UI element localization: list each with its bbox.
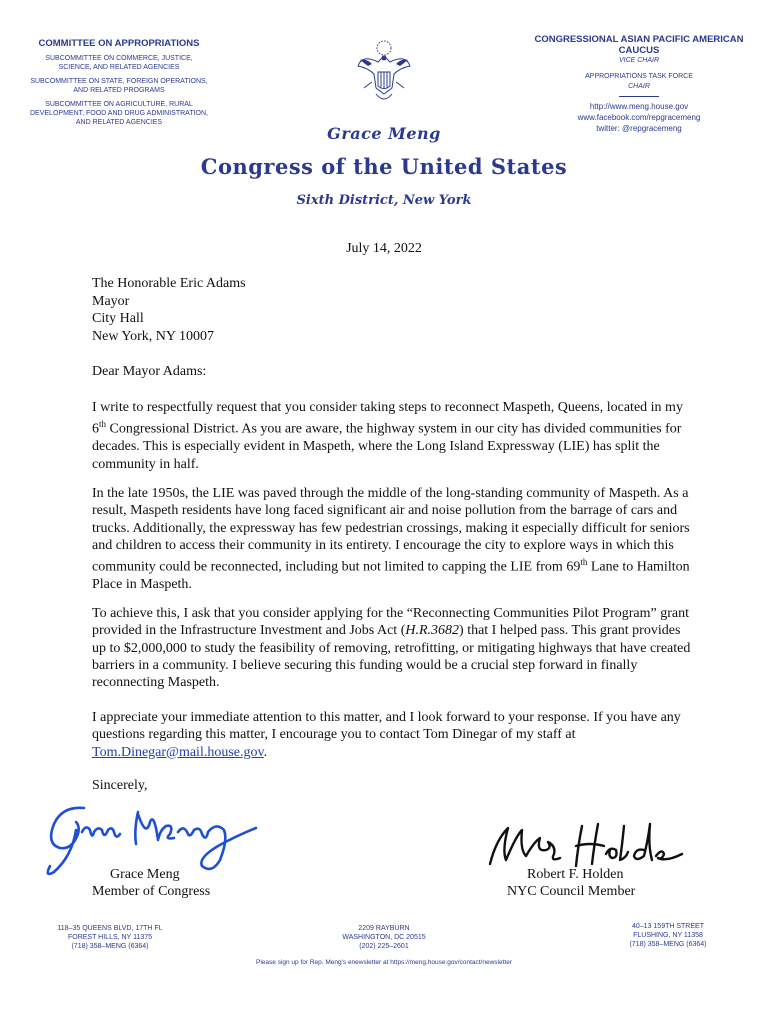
recipient-address: [92, 275, 246, 345]
district-office-forest-hills: 118–35 QUEENS BLVD, 17TH FL FOREST HILLS, NY 11375 (718) 358–MENG (6364): [57, 925, 163, 950]
signer-1-name: Grace Meng: [110, 867, 180, 882]
task-force-role: CHAIR: [628, 83, 650, 90]
paragraph-4: I appreciate your immediate attention to this matter, and I look forward to your response. If you have any questions regarding this matter, I encourage you to contact Tom Dinegar of my staff at Tom.Dinegar@mail.house.gov.: [92, 710, 681, 760]
signer-1-title: Member of Congress: [92, 884, 211, 899]
twitter-link[interactable]: twitter: @repgracemeng: [596, 124, 682, 133]
caucus-block: [532, 34, 746, 134]
district-office-flushing: 40–13 159TH STREET FLUSHING, NY 11358 (718) 358–MENG (6364): [629, 923, 707, 948]
facebook-link[interactable]: www.facebook.com/repgracemeng: [577, 113, 701, 122]
recipient-line: New York, NY 10007: [92, 328, 214, 344]
committee-block: [30, 38, 208, 127]
signature-robert-holden: [486, 820, 686, 872]
caucus-heading: CONGRESSIONAL ASIAN PACIFIC AMERICAN CAUCUS: [534, 34, 744, 56]
dc-office: 2209 RAYBURN WASHINGTON, DC 20515 (202) 225–2601: [342, 925, 426, 950]
subcommittee-2: SUBCOMMITTEE ON STATE, FOREIGN OPERATIONS, AND RELATED PROGRAMS: [30, 78, 208, 94]
subcommittee-3: SUBCOMMITTEE ON AGRICULTURE, RURAL DEVELOPMENT, FOOD AND DRUG ADMINISTRATION, AND RELATED AGENCIES: [30, 101, 209, 126]
paragraph-3: To achieve this, I ask that you consider applying for the “Reconnecting Communities Pilot Program” grant provided in the Infrastructure Investment and Jobs Act (H.R.3682) that I helped pass. This grant provides up to $2,000,000 to study the feasibility of removing, retrofitting, or mitigating highways that have created barriers in a community. I believe securing this funding would be a crucial step forward in finally reconnecting Maspeth.: [92, 606, 691, 691]
task-force-heading: APPROPRIATIONS TASK FORCE: [585, 73, 693, 80]
caucus-role: VICE CHAIR: [618, 57, 660, 64]
us-great-seal-icon: [354, 38, 414, 108]
website-link[interactable]: http://www.meng.house.gov: [589, 102, 689, 111]
congress-title: Congress of the United States: [200, 154, 568, 179]
closing: Sincerely,: [92, 778, 148, 793]
committee-heading: COMMITTEE ON APPROPRIATIONS: [38, 38, 200, 49]
recipient-line: City Hall: [92, 311, 144, 326]
signer-2-name: Robert F. Holden: [527, 867, 624, 882]
subcommittee-1: SUBCOMMITTEE ON COMMERCE, JUSTICE, SCIENCE, AND RELATED AGENCIES: [45, 55, 193, 71]
divider: [619, 96, 659, 97]
recipient-line: Mayor: [92, 293, 130, 309]
paragraph-2: In the late 1950s, the LIE was paved through the middle of the long-standing community of Maspeth. As a result, Maspeth residents have long faced significant air and noise pollution from the barrage of cars and trucks. Additionally, the expressway has few pedestrian crossings, making it especially difficult for seniors and children to access their community in its entirety. I encourage the city to explore ways in which this community could be reconnected, including but not limited to capping the LIE from 69th Lane to Hamilton Place in Maspeth.: [92, 486, 690, 593]
bill-number: H.R.3682: [405, 623, 460, 639]
newsletter-signup-text[interactable]: Please sign up for Rep. Meng's enewsletter at https://meng.house.gov/contact/newsletter: [256, 959, 512, 966]
email-link[interactable]: Tom.Dinegar@mail.house.gov: [92, 744, 264, 760]
member-name: Grace Meng: [327, 124, 441, 143]
paragraph-1: I write to respectfully request that you consider taking steps to reconnect Maspeth, Queens, located in my 6th Congressional District. As you are aware, the highway system in our city has divided communities for decades. This is especially evident in Maspeth, where the Long Island Expressway (LIE) has split the community in half.: [92, 400, 683, 472]
recipient-line: The Honorable Eric Adams: [92, 276, 246, 291]
signer-2-title: NYC Council Member: [507, 884, 636, 899]
district-title: Sixth District, New York: [296, 193, 472, 208]
salutation: Dear Mayor Adams:: [92, 364, 207, 379]
letter-date: July 14, 2022: [346, 241, 422, 256]
